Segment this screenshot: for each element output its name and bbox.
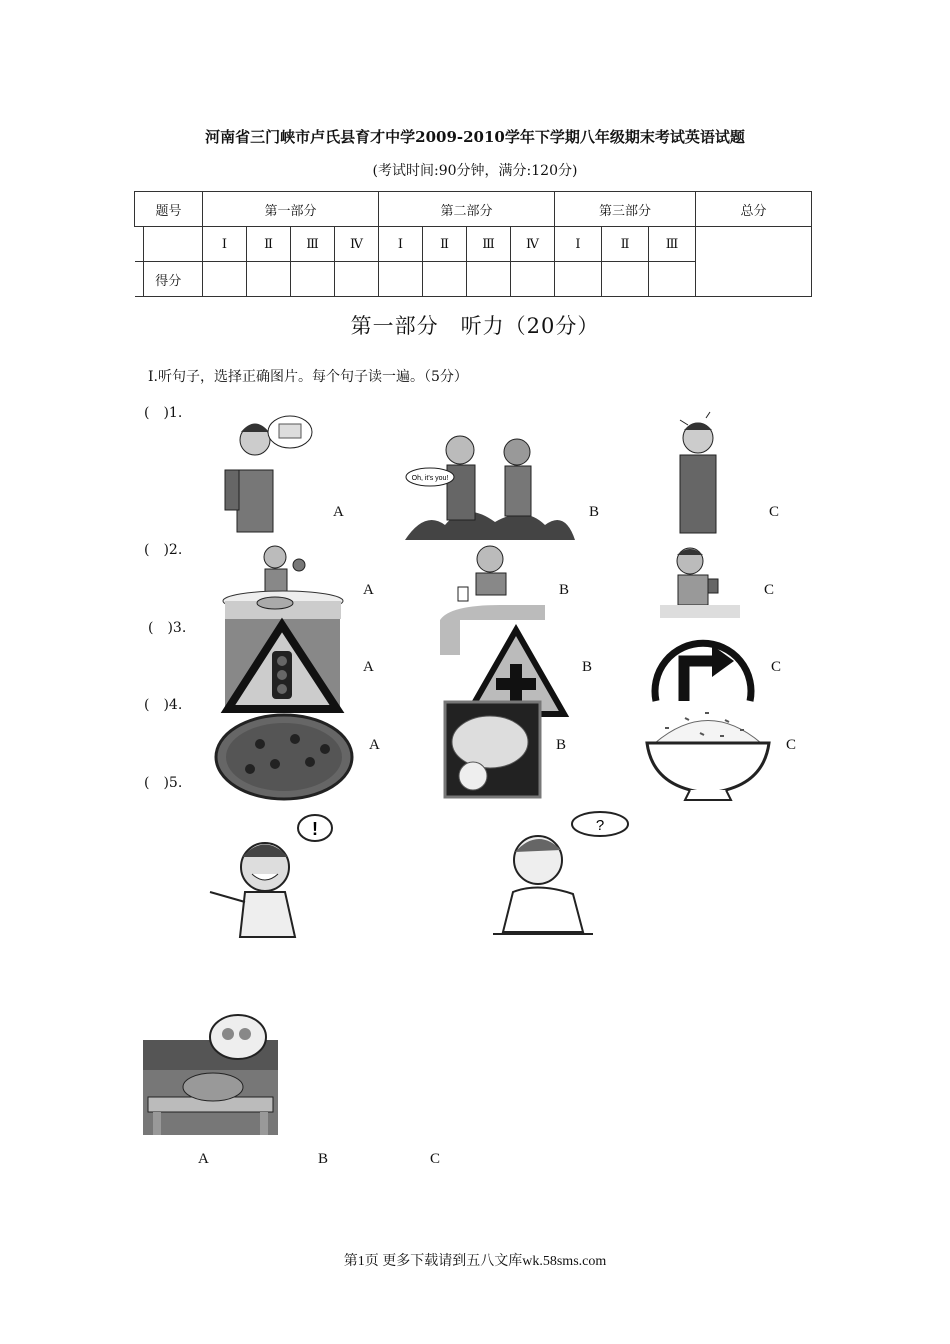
q2-option-c[interactable]: C [764, 582, 775, 598]
q5-excited-boy-image [200, 812, 335, 942]
q2-boy-drinking-image [660, 543, 740, 618]
q1-option-c[interactable]: C [769, 504, 780, 520]
roman-blank-cell [135, 227, 203, 262]
score-cell [511, 262, 555, 297]
score-table-header-row [135, 192, 812, 227]
roman-cell: Ⅲ [291, 227, 335, 262]
roman-cell: Ⅲ [467, 227, 511, 262]
q3-turn-right-sign-image [652, 621, 754, 703]
question-4-number: ( )4. [144, 697, 183, 713]
header-part-three: 第三部分 [555, 192, 696, 227]
header-question-number: 题号 [135, 192, 203, 227]
q5-sleeping-dreaming-boy-image [143, 1012, 278, 1135]
score-cell [602, 262, 649, 297]
q4-option-c[interactable]: C [786, 737, 797, 753]
header-part-one: 第一部分 [203, 192, 379, 227]
q1-businessman-speech-image [215, 410, 315, 535]
score-cell [203, 262, 247, 297]
q4-bread-image [445, 702, 540, 797]
q3-option-a[interactable]: A [363, 659, 374, 675]
q3-option-c[interactable]: C [771, 659, 782, 675]
score-table-roman-row [135, 227, 812, 262]
instruction: Ⅰ.听句子，选择正确图片。每个句子读一遍。（5分） [148, 369, 468, 385]
roman-cell: Ⅰ [379, 227, 423, 262]
score-cell [467, 262, 511, 297]
header-total: 总分 [696, 192, 812, 227]
roman-cell: Ⅱ [423, 227, 467, 262]
q4-option-b[interactable]: B [556, 737, 567, 753]
q1-speech-text: Oh, it's you! [411, 475, 449, 482]
roman-cell: Ⅰ [203, 227, 247, 262]
roman-cell: Ⅳ [335, 227, 379, 262]
q2-option-a[interactable]: A [363, 582, 374, 598]
roman-cell: Ⅳ [511, 227, 555, 262]
svg-text:!: ! [312, 819, 318, 839]
q5-option-b[interactable]: B [318, 1151, 329, 1167]
question-2-number: ( )2. [144, 542, 183, 558]
question-3-number: ( )3. [148, 620, 187, 636]
roman-cell: Ⅱ [602, 227, 649, 262]
exam-subtitle: (考试时间:90分钟，满分:120分) [372, 163, 578, 179]
section-title: 第一部分 听力（20分） [350, 314, 600, 338]
page-footer: 第1页 更多下载请到五八文库wk.58sms.com [343, 1254, 607, 1269]
q4-bowl-of-rice-image [645, 698, 771, 802]
score-label-cell [135, 262, 203, 297]
q4-pizza-image [215, 714, 353, 800]
roman-cell: Ⅱ [247, 227, 291, 262]
score-cell [423, 262, 467, 297]
question-1-number: ( )1. [144, 405, 183, 421]
q5-option-a[interactable]: A [198, 1151, 209, 1167]
score-cell [335, 262, 379, 297]
q5-option-c[interactable]: C [430, 1151, 441, 1167]
score-label: 得分 [155, 273, 182, 289]
score-table [134, 191, 812, 297]
score-cell [291, 262, 335, 297]
q1-confused-man-image [668, 410, 728, 535]
svg-text:?: ? [595, 817, 605, 834]
q5-thinking-boy-image [493, 812, 633, 942]
q3-option-b[interactable]: B [582, 659, 593, 675]
exam-title: 河南省三门峡市卢氏县育才中学2009-2010学年下学期八年级期末考试英语试题 [205, 128, 745, 146]
score-cell [649, 262, 696, 297]
score-cell [555, 262, 602, 297]
q4-option-a[interactable]: A [369, 737, 380, 753]
score-cell [379, 262, 423, 297]
q2-option-b[interactable]: B [559, 582, 570, 598]
total-score-cell [696, 227, 812, 297]
score-cell [247, 262, 291, 297]
header-part-two: 第二部分 [379, 192, 555, 227]
q2-boy-eating-apple-image [215, 543, 350, 618]
q3-traffic-light-sign-image [225, 619, 340, 711]
q1-option-a[interactable]: A [333, 504, 344, 520]
q1-handshake-image [405, 430, 575, 545]
q1-option-b[interactable]: B [589, 504, 600, 520]
roman-cell: Ⅰ [555, 227, 602, 262]
question-5-number: ( )5. [144, 775, 183, 791]
roman-cell: Ⅲ [649, 227, 696, 262]
